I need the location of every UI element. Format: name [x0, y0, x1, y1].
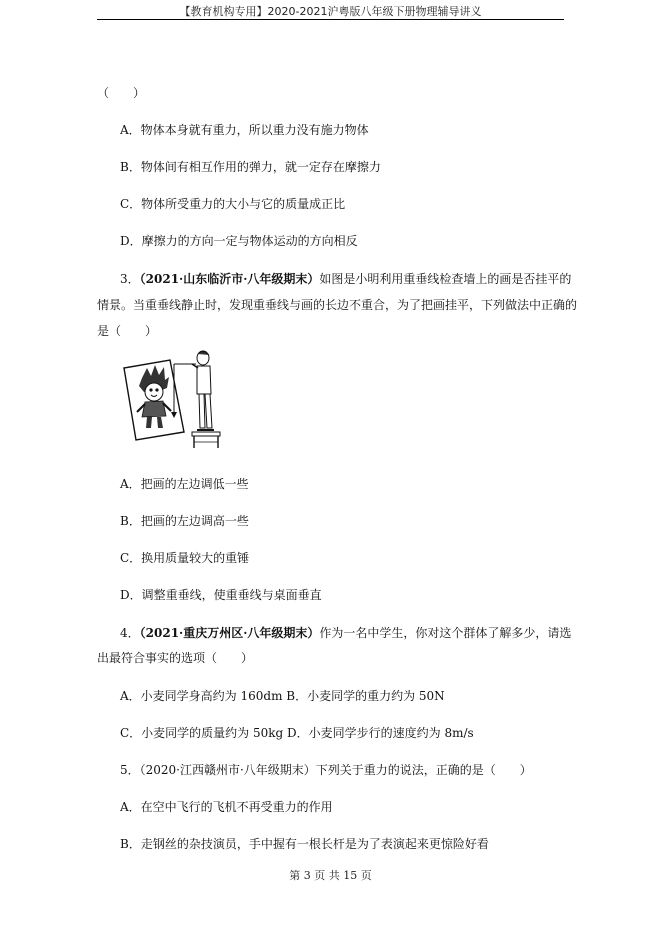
q3-option-d: D．调整重垂线，使重垂线与桌面垂直 [120, 588, 322, 602]
q2-answer-bracket: （ ） [97, 86, 146, 100]
q5-option-b: B．走钢丝的杂技演员，手中握有一根长杆是为了表演起来更惊险好看 [120, 837, 489, 851]
page-number-footer: 第 3 页 共 15 页 [289, 869, 372, 882]
q2-option-a: A．物体本身就有重力，所以重力没有施力物体 [120, 123, 369, 137]
q3-source: （2021·山东临沂市·八年级期末） [139, 272, 320, 286]
q2-option-c: C．物体所受重力的大小与它的质量成正比 [120, 197, 346, 211]
q5-stem: 5．（2020·江西赣州市·八年级期末）下列关于重力的说法，正确的是（ ） [120, 763, 532, 777]
q3-option-a: A．把画的左边调低一些 [120, 477, 249, 491]
page-header-title: 【教育机构专用】2020-2021沪粤版八年级下册物理辅导讲义 [179, 5, 482, 18]
q3-stem-line2: 情景。当重垂线静止时，发现重垂线与画的长边不重合，为了把画挂平，下列做法中正确的 [97, 298, 578, 312]
q3-stem-line1 [120, 272, 571, 286]
q4-options-cd: C．小麦同学的质量约为 50kg D．小麦同学步行的速度约为 8m/s [120, 726, 474, 740]
q4-stem-line1 [120, 626, 571, 640]
q3-number: 3． [120, 272, 140, 286]
header-divider [97, 19, 564, 20]
plumb-line-figure [122, 350, 227, 450]
q2-option-b: B．物体间有相互作用的弹力，就一定存在摩擦力 [120, 160, 381, 174]
person-drawing [192, 351, 214, 430]
q3-option-c: C．换用质量较大的重锤 [120, 551, 250, 565]
q2-option-d: D．摩擦力的方向一定与物体运动的方向相反 [120, 234, 358, 248]
q3-stem-text: 如图是小明利用重垂线检查墙上的画是否挂平的 [319, 272, 572, 286]
q4-stem-line2: 出最符合事实的选项（ ） [97, 651, 254, 665]
q4-stem-text: 作为一名中学生，你对这个群体了解多少，请选 [319, 626, 572, 640]
q3-option-b: B．把画的左边调高一些 [120, 514, 249, 528]
q4-options-ab: A．小麦同学身高约为 160dm B．小麦同学的重力约为 50N [120, 689, 445, 703]
stool-drawing [192, 432, 220, 448]
q3-stem-line3: 是（ ） [97, 324, 158, 338]
q4-number: 4． [120, 626, 140, 640]
q4-source: （2021·重庆万州区·八年级期末） [139, 626, 320, 640]
q5-option-a: A．在空中飞行的飞机不再受重力的作用 [120, 800, 333, 814]
